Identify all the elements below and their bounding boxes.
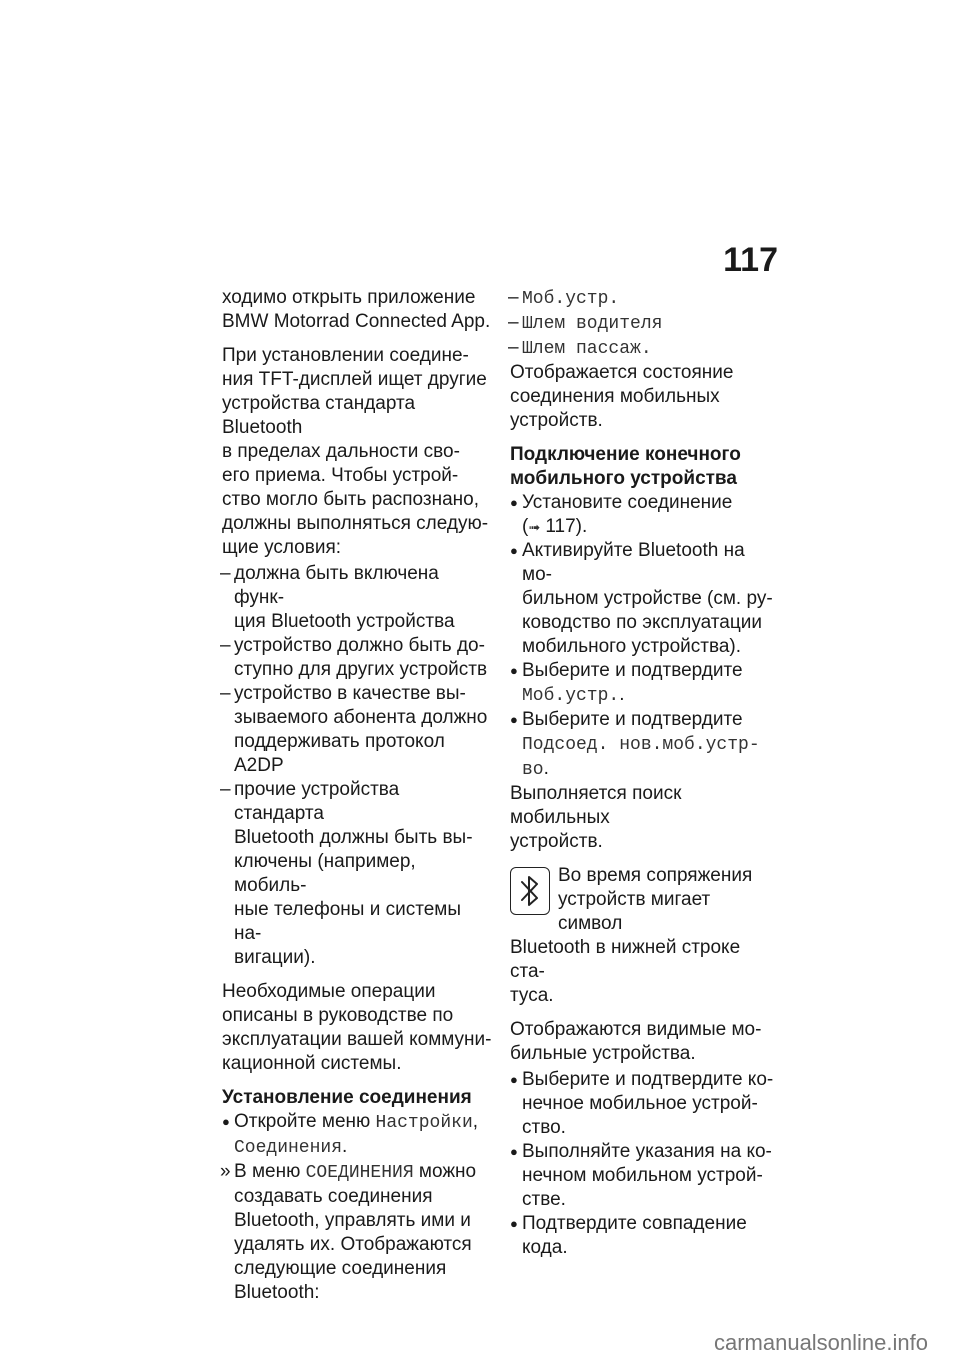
step-item (510, 539, 778, 659)
step-item (510, 1212, 778, 1260)
period: . (342, 1136, 348, 1157)
dash-mark: – (220, 683, 231, 704)
text-line: соединения мобильных (510, 386, 720, 407)
period: . (619, 684, 625, 705)
step-item (510, 491, 778, 539)
text-line (234, 1110, 492, 1135)
page-reference[interactable]: 117). (545, 516, 588, 537)
dash-mark: – (220, 779, 231, 800)
menu-name: СОЕДИНЕНИЯ (305, 1163, 414, 1183)
text-line: ководство по эксплуатации (522, 612, 762, 633)
bullet-mark: ● (510, 1216, 518, 1231)
text-line: поддерживать протокол A2DP (234, 731, 445, 776)
text-line: BMW Motorrad Connected App. (222, 311, 491, 332)
text-line: описаны в руководстве по (222, 1005, 454, 1026)
menu-name: Моб.устр. (522, 686, 620, 706)
text-line: следующие соединения (234, 1258, 447, 1279)
section-heading: Установление соединения (222, 1087, 472, 1108)
text-line (522, 683, 778, 708)
text-line: ство. (522, 1117, 566, 1138)
text-line: зываемого абонента должно (234, 707, 488, 728)
text-line: ходимо открыть приложение (222, 287, 476, 308)
dash-mark: – (508, 337, 519, 358)
menu-name: Настройки (375, 1113, 473, 1133)
open-paren: ( (522, 516, 529, 537)
dash-mark: – (220, 635, 231, 656)
menu-name: во (522, 760, 544, 780)
bullet-mark: ● (510, 543, 518, 558)
left-column (222, 286, 492, 1305)
text-line: Bluetooth в нижней строке ста- (510, 937, 741, 982)
step-item (510, 659, 778, 708)
text-line: щие условия: (222, 537, 342, 558)
text-line: стве. (522, 1189, 566, 1210)
text-line: При установлении соедине- (222, 345, 469, 366)
bullet-mark: ● (222, 1114, 230, 1129)
text-line: кода. (522, 1237, 568, 1258)
heading-line: Подключение конечного (510, 444, 741, 465)
menu-entry (510, 311, 778, 336)
text-line (234, 1160, 492, 1185)
step-text: Откройте меню (234, 1111, 376, 1132)
page-number: 117 (723, 241, 778, 279)
text-line: Bluetooth, управлять ими и (234, 1210, 471, 1231)
text-line: ключены (например, мобиль- (234, 851, 416, 896)
bullet-mark: ● (510, 495, 518, 510)
text-line: Выберите и подтвердите (522, 660, 743, 681)
text-line: устройств. (510, 410, 603, 431)
text-line: Установите соединение (522, 492, 733, 513)
result-text: В меню (234, 1161, 306, 1182)
step-item (510, 708, 778, 782)
menu-entry (510, 336, 778, 361)
text-line: устройства стандарта Bluetooth (222, 393, 416, 438)
text-line: прочие устройства стандарта (234, 779, 400, 824)
text-line: Отображается состояние (510, 362, 734, 383)
result-item (222, 1160, 492, 1305)
status-paragraph (510, 361, 778, 433)
menu-name: Подсоед. нов.моб.устр- (522, 735, 760, 755)
text-line: Выполняйте указания на ко- (522, 1141, 772, 1162)
text-line: его приема. Чтобы устрой- (222, 465, 459, 486)
bluetooth-note (510, 864, 778, 1008)
dash-mark: – (220, 563, 231, 584)
text-line (522, 515, 778, 539)
step-item (222, 1110, 492, 1160)
text-line: должна быть включена функ- (234, 563, 439, 608)
text-line: вигации). (234, 947, 316, 968)
conditions-intro-paragraph (222, 344, 492, 560)
period: . (543, 758, 549, 779)
text-line: Активируйте Bluetooth на мо- (522, 540, 745, 585)
bluetooth-symbol (519, 873, 541, 909)
intro-paragraph (222, 286, 492, 334)
text-line: устройств. (510, 831, 603, 852)
condition-item (222, 634, 492, 682)
text-line: Во время сопряжения (558, 865, 753, 886)
text-line: туса. (510, 985, 554, 1006)
menu-name: Шлем пассаж. (522, 339, 652, 359)
text-line: нечном мобильном устрой- (522, 1165, 763, 1186)
text-line: Необходимые операции (222, 981, 436, 1002)
text-line: эксплуатации вашей коммуни- (222, 1029, 492, 1050)
condition-item (222, 562, 492, 634)
condition-item (222, 778, 492, 970)
menu-name: Соединения (234, 1138, 343, 1158)
result-text: можно (413, 1161, 477, 1182)
condition-item (222, 682, 492, 778)
text-line: Bluetooth должны быть вы- (234, 827, 473, 848)
text-line: ния TFT-дисплей ищет другие (222, 369, 487, 390)
step-item (510, 1140, 778, 1212)
bullet-mark: ● (510, 663, 518, 678)
menu-name: Моб.устр. (522, 289, 620, 309)
text-line: нечное мобильное устрой- (522, 1093, 758, 1114)
text-line: кационной системы. (222, 1053, 402, 1074)
watermark: carmanualsonline.info (713, 1330, 928, 1355)
text-line: создавать соединения (234, 1186, 433, 1207)
text-line (522, 732, 778, 757)
text-line: ные телефоны и системы на- (234, 899, 461, 944)
text-line: бильном устройстве (см. ру- (522, 588, 773, 609)
bullet-mark: ● (510, 712, 518, 727)
bullet-mark: ● (510, 1072, 518, 1087)
arrow-reference-icon: ➟ (528, 519, 541, 535)
result-mark: » (220, 1161, 231, 1182)
text-line: устройство должно быть до- (234, 635, 485, 656)
step-item (510, 1068, 778, 1140)
bullet-mark: ● (510, 1144, 518, 1159)
separator: , (472, 1111, 479, 1132)
visible-devices-paragraph (510, 1018, 778, 1066)
text-line: должны выполняться следую- (222, 513, 489, 534)
text-line: Выполняется поиск мобильных (510, 783, 682, 828)
text-line: ступно для других устройств (234, 659, 488, 680)
dash-mark: – (508, 287, 519, 308)
text-line (522, 757, 778, 782)
text-line: удалять их. Отображаются (234, 1234, 472, 1255)
text-line: Подтвердите совпадение (522, 1213, 747, 1234)
text-line: Выберите и подтвердите ко- (522, 1069, 774, 1090)
text-line: мобильного устройства). (522, 636, 742, 657)
section-heading (510, 443, 778, 491)
text-line: в пределах дальности сво- (222, 441, 460, 462)
bluetooth-icon (510, 867, 550, 915)
menu-entry (510, 286, 778, 311)
text-line: Отображаются видимые мо- (510, 1019, 762, 1040)
text-line: ция Bluetooth устройства (234, 611, 455, 632)
text-line: Выберите и подтвердите (522, 709, 743, 730)
operations-paragraph (222, 980, 492, 1076)
text-line: устройств мигает символ (558, 889, 711, 934)
right-column (510, 286, 778, 1260)
text-line: ство могло быть распознано, (222, 489, 480, 510)
heading-line: мобильного устройства (510, 468, 737, 489)
text-line: бильные устройства. (510, 1043, 696, 1064)
search-paragraph (510, 782, 778, 854)
text-line: Bluetooth: (234, 1282, 320, 1303)
text-line (234, 1135, 492, 1160)
dash-mark: – (508, 312, 519, 333)
text-line: устройство в качестве вы- (234, 683, 466, 704)
menu-name: Шлем водителя (522, 314, 663, 334)
